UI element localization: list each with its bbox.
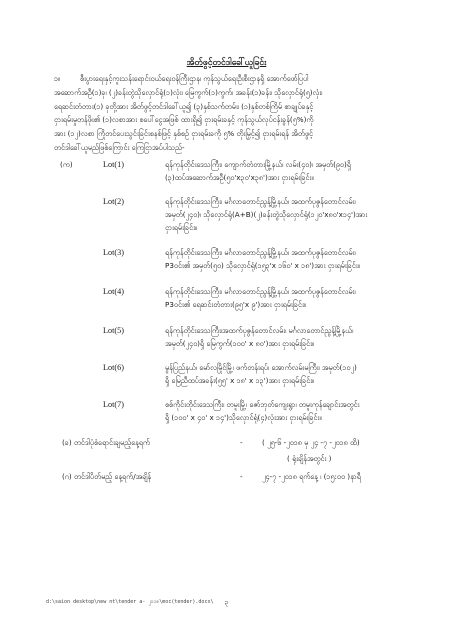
- lot-label: Lot(2): [103, 197, 124, 206]
- lot-label: Lot(5): [103, 326, 124, 335]
- lot-description: [165, 324, 415, 350]
- lot-line: P3ဝင်း၏ အမှတ်(၅၀) သိုလှောင်ရုံ(၁၅၃'x ၁၆၀' x ၁၈')အား ငှားရမ်းခြင်း။: [165, 261, 360, 271]
- paragraph-line: ငှားရမ်းမှုတန်ဖိုး၏ (၁)လစာအား စပေါ်ငွေအဖြစ် ထားရှိ၍ ငှားရမ်းခနှင့် ကုန်သွယ်လုပ်ငန်းခွန်(၅%)ကို: [54, 115, 314, 125]
- lot-line: အမှတ်(၂၄၀)၊ သိုလှောင်ရုံ(A+B)(၂)ခန်းတွဲသိုလှောင်ရုံ(၁၂၀'x၈၀'x၁၄')အား: [165, 210, 368, 220]
- lot-description: [165, 246, 415, 272]
- schedule-label: (ခ) တင်ဒါပုံစံရောင်းချမည့်နေ့ရက်: [62, 438, 150, 447]
- lot-mark: (က): [60, 160, 73, 169]
- lot-label: Lot(7): [103, 400, 124, 409]
- lot-line: ရှိ မြေညီထပ်အခန်း(၅၅' x ၁၈' x ၁၃')အား ငှားရမ်းခြင်း။: [165, 376, 315, 386]
- schedule-value: ( ၂၅-၆ -၂၀၁၈ မှ ၂၄ -၇ -၂၀၁၈ ထိ): [262, 438, 360, 447]
- lot-line: စစ်ကိုင်းတိုင်းဒေသကြီး၊ တမူးမြို့၊ ဇော်ဘုတ်ကျေးရွာ၊ တမူးကုန်ချောင်းအတွင်း: [165, 400, 360, 409]
- lot-label: Lot(4): [103, 287, 124, 296]
- lot-description: [165, 398, 415, 424]
- lot-description: [165, 158, 415, 184]
- document-title: အိတ်ဖွင့်တင်ဒါခေါ်ယူခြင်း: [186, 58, 267, 68]
- lot-description: [165, 195, 415, 235]
- lot-line: P3ဝင်း၏ ရေဆင်းတံတား(၉၅'x ၉')အား ငှားရမ်းခြင်း။: [165, 300, 306, 310]
- paragraph-line: အဆောက်အဦ(၁)ခု၊ (၂)ခန်းတွဲသိုလှောင်ရုံ(၁)လုံး၊ မြေကွက်(၁)ကွက်၊ အခန်း(၁)ခန်း၊ သိုလှောင်ရုံ(၅)လုံး၊: [54, 87, 323, 97]
- intro-paragraph: [54, 72, 406, 155]
- lot-label: Lot(6): [103, 363, 124, 372]
- paragraph-line: ရေဆင်းတံတား(၁) ခုတို့အား အိတ်ဖွင့်တင်ဒါခေါ်ယူ၍ (၃)နှစ်သက်တမ်း၊ (၁)နှစ်တစ်ကြိမ် စာချုပ်ခနှင့်: [54, 101, 314, 111]
- schedule-dash: -: [240, 438, 243, 447]
- lot-label: Lot(3): [103, 248, 124, 257]
- page-number: ၃: [224, 598, 229, 606]
- lot-line: မွန်ပြည်နယ်၊ မော်လမြိုင်မြို့၊ ဖက်တန်းရပ်၊ အောက်လမ်းမကြီး၊ အမှတ်(၁၀၂): [165, 363, 357, 372]
- paragraph-line: အား (၁၂)လစာ ကြိုတင်ပေးသွင်းခြင်းစနစ်ဖြင့် နှစ်စဉ် ငှားရမ်းခကို ၅% တိုးမြှင့်၍ ငှားရမ်းရန် အိတ်ဖွင့်: [54, 129, 313, 139]
- lot-line: ရန်ကုန်တိုင်းဒေသကြီး၊အထက်ပုဇွန်တောင်လမ်း၊ မင်္ဂလာတောင်ညွန့်မြို့နယ်၊: [165, 326, 354, 335]
- lot-line: ရန်ကုန်တိုင်းဒေသကြီး၊ ကျောက်တံတားမြို့နယ်၊ လမ်း(၄၀)၊ အမှတ်(၉၀)ရှိ: [165, 160, 351, 169]
- lot-line: ရှိ (၁၀၀' x ၄၀' x ၁၄')သိုလှောင်ရုံ(၄)လုံးအား ငှားရမ်းခြင်း။: [165, 413, 322, 423]
- lot-line: (၃)ထပ်အဆောက်အဦ(၅၀'x၃၀'x၃၈')အား ငှားရမ်းခြင်း။: [165, 173, 314, 183]
- schedule-dash: -: [240, 472, 243, 481]
- schedule-value: ၂၄-၇ -၂၀၁၈ ရက်နေ့ ၊ (၁၅:၀၀ )နာရီ: [262, 472, 361, 481]
- lot-description: [165, 361, 415, 387]
- lot-line: ငှားရမ်းခြင်း။: [165, 223, 198, 233]
- lot-line: ရန်ကုန်တိုင်းဒေသကြီး၊ မင်္ဂလာတောင်ညွန့်မြို့နယ်၊ အထက်ပုဇွန်တောင်လမ်း၊: [165, 287, 356, 296]
- lot-description: [165, 285, 415, 311]
- paragraph-line: စီးပွားရေးနှင့်ကူးသန်းရောင်းဝယ်ရေးဝန်ကြီးဌာန၊ ကုန်သွယ်ရေးဦးစီးဌာနရှိ အောက်ဖော်ပြပါ: [80, 74, 309, 83]
- lot-line: အမှတ်(၂၄၀)ရှိ မြေကွက်(၁၀၀' x ၈၀')အား ငှားရမ်းခြင်း။: [165, 339, 315, 349]
- footer-file-path: d:\saion desktop\new nt\tender a- ၂၀၁၈\moc(tender).docx\: [46, 599, 214, 605]
- paragraph-number: ၁။: [54, 74, 61, 83]
- schedule-label: (ဂ) တင်ဒါပိတ်မည့် နေ့ရက်/အချိန်: [62, 472, 152, 481]
- lot-label: Lot(1): [103, 160, 124, 169]
- lot-line: ရန်ကုန်တိုင်းဒေသကြီး၊ မင်္ဂလာတောင်ညွန့်မြို့နယ်၊ အထက်ပုဇွန်တောင်လမ်း၊: [165, 248, 356, 257]
- paragraph-line: တင်ဒါခေါ်ယူမည်ဖြစ်ကြောင်း ကြေငြာအပ်ပါသည်-: [54, 142, 185, 152]
- schedule-subnote: ( ရုံးချိန်အတွင်း ): [287, 454, 332, 463]
- lot-line: ရန်ကုန်တိုင်းဒေသကြီး၊ မင်္ဂလာတောင်ညွန့်မြို့နယ်၊ အထက်ပုဇွန်တောင်လမ်း၊: [165, 197, 356, 206]
